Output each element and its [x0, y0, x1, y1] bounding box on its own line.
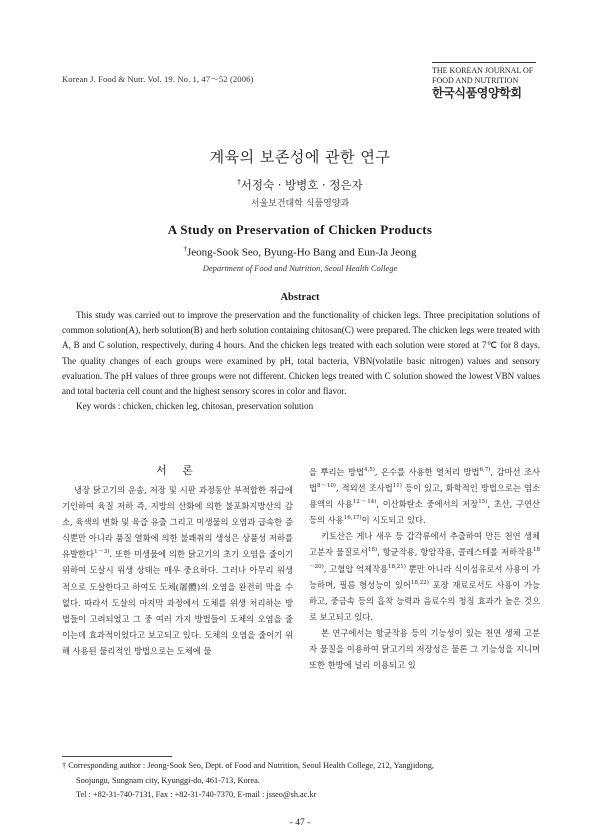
citation-ref: 1～3) — [94, 549, 110, 556]
intro-left-column — [62, 482, 293, 659]
author-names-english: Jeong-Sook Seo, Byung-Ho Bang and Eun-Ja Jeong — [187, 246, 417, 259]
citation-ref: 18,21) — [388, 563, 406, 570]
intro-paragraph — [62, 482, 293, 659]
text-run: , 감마선 조사법 — [309, 467, 540, 494]
journal-name-ko: 한국식품영양학회 — [432, 86, 522, 100]
corresponding-author-footnote — [62, 759, 540, 803]
text-run: 키토산은 게나 새우 등 갑각류에서 추출하여 만든 천연 생체 고분자 물질로서 — [309, 531, 540, 558]
affiliation-korean: 서울보건대학 식품영양과 — [250, 199, 350, 209]
citation-ref: 15) — [478, 499, 488, 506]
footnote-line: † Corresponding author : Jeong-Sook Seo, Dept. of Food and Nutrition, Seoul Health College, 212, Yangjidong, — [62, 761, 434, 770]
text-run: , 이산화탄소 중에서의 저장 — [376, 499, 479, 510]
text-run: 냉장 닭고기의 운송, 저장 및 시판 과정동안 부적합한 취급에 기인하여 육질 저하 즉, 지방의 산화에 의한 불포화지방산의 감소, 육색의 변화 및 육즙 유출 그리고 미생물의 오염과 급속한 증식뿐만 아니라 품질 열화에 의한 불쾌취의 생성은 상품성 저하를 유발한다 — [62, 485, 293, 560]
author-names-korean: 서정숙 · 방병호 · 정은자 — [240, 178, 363, 192]
keywords: Key words : chicken, chicken leg, chitosan, preservation solution — [76, 401, 314, 412]
footnote-divider — [62, 756, 172, 757]
abstract-section — [62, 308, 540, 414]
journal-masthead — [432, 62, 536, 101]
text-run: . 또한 미생물에 의한 닭고기의 초기 오염을 줄이기 위하여 도살시 위생 상태는 매우 중요하다. 그러나 아무리 위생적으로 도살한다고 하여도 도체(屠體)의 오염을 완전히 막을 수 없다. 따라서 도살의 마지막 과정에서 도체를 위생 처리하는 방법들이 고려되었고 그 중 여러 가지 방법들이 도체의 오염을 줄이는데 효과적이었다고 보고되고 있다. 도체의 오염을 줄이기 위해 사용된 물리적인 방법으로는 도체에 물 — [62, 549, 293, 656]
intro-paragraph: 본 연구에서는 항균작용 등의 기능성이 있는 천연 생체 고분자 물질을 이용하여 닭고기의 저장성은 물론 그 기능성을 지니며 또한 한방에 널리 이용되고 있 — [309, 627, 540, 671]
corresponding-mark: † — [237, 178, 241, 187]
journal-citation: Korean J. Food & Nutr. Vol. 19. No. 1, 47～52 (2006) — [62, 74, 254, 84]
text-run: 을 뿌리는 방법 — [309, 467, 364, 477]
journal-name-en-1: THE KOREAN JOURNAL OF — [432, 66, 534, 75]
affiliation-english: Department of Food and Nutrition, Seoul Health College — [202, 263, 398, 273]
authors-english — [0, 245, 600, 259]
text-run: 등이 있고, 화학적인 방법으로는 염소용액의 사용 — [309, 483, 540, 510]
abstract-heading: Abstract — [280, 292, 320, 303]
text-run: 포장 재료로서도 사용이 가능하고, 중금속 등의 흡착 능력과 음료수의 청징 효과가 높은 것으로 보고되고 있다. — [309, 579, 541, 622]
abstract-text: This study was carried out to improve the preservation and the functionality of chicken legs. Three precipitation solutions of common solution(A), herb solution(B) and herb solution containing chitosan(C) were prepared. The chicken legs were treated with A, B and C solution, respectively, during 4 hours. And the chicken legs treated with each solution were stored at 7℃ for 8 days. The quality changes of each groups were examined by pH, total bacteria, VBN(volatile basic nitrogen) values and sensory evaluation. The pH values of three groups were not different. Chicken legs treated with C solution showed the lowest VBN values and total bacteria cell count and the highest sensory scores in color and flavor. — [62, 310, 540, 397]
intro-paragraph — [309, 528, 540, 625]
title-english: A Study on Preservation of Chicken Products — [167, 222, 433, 237]
masthead-rule — [432, 62, 536, 63]
citation-ref: 4,5) — [363, 467, 375, 474]
citation-ref: 12～14) — [352, 499, 377, 506]
text-run: , 항균작용, 항암작용, 콜레스테롤 저하작용 — [377, 547, 534, 558]
citation-ref: 16,17) — [343, 515, 362, 522]
text-run: , 온수를 사용한 열처리 방법 — [374, 467, 480, 477]
journal-name-en-2: FOOD AND NUTRITION — [432, 75, 519, 85]
authors-korean — [0, 177, 600, 193]
intro-heading: 서 론 — [156, 464, 199, 477]
citation-ref: 8～10) — [317, 483, 336, 490]
intro-paragraph — [309, 464, 540, 528]
text-run: 이 시도되고 있다. — [361, 515, 426, 526]
text-run: 뿐만 아니라 식이섬유로서 사용이 가능하며, 필름 형성능이 있어 — [309, 563, 540, 590]
footnote-line: Tel : +82-31-740-7131, Fax : +82-31-740-7370, E-mail : jsseo@sh.ac.kr — [76, 790, 317, 799]
citation-ref: 18～20) — [309, 547, 541, 570]
citation-ref: 18) — [368, 547, 378, 554]
text-run: , 적외선 조사법 — [335, 483, 393, 494]
citation-ref: 6,7) — [479, 467, 491, 474]
text-run: , 초산, 구연산 등의 사용 — [309, 499, 540, 526]
footnote-line: Soojungu, Sungnam city, Kyunggi-do, 461-713, Korea. — [76, 775, 260, 785]
citation-ref: 18,22) — [411, 579, 429, 586]
citation-ref: 11) — [392, 483, 402, 490]
title-korean: 계육의 보존성에 관한 연구 — [209, 148, 391, 166]
page-number: - 47 - — [289, 818, 311, 828]
text-run: , 고혈압 억제작용 — [323, 563, 389, 574]
intro-right-column — [309, 464, 540, 673]
corresponding-mark-en: † — [183, 245, 188, 253]
